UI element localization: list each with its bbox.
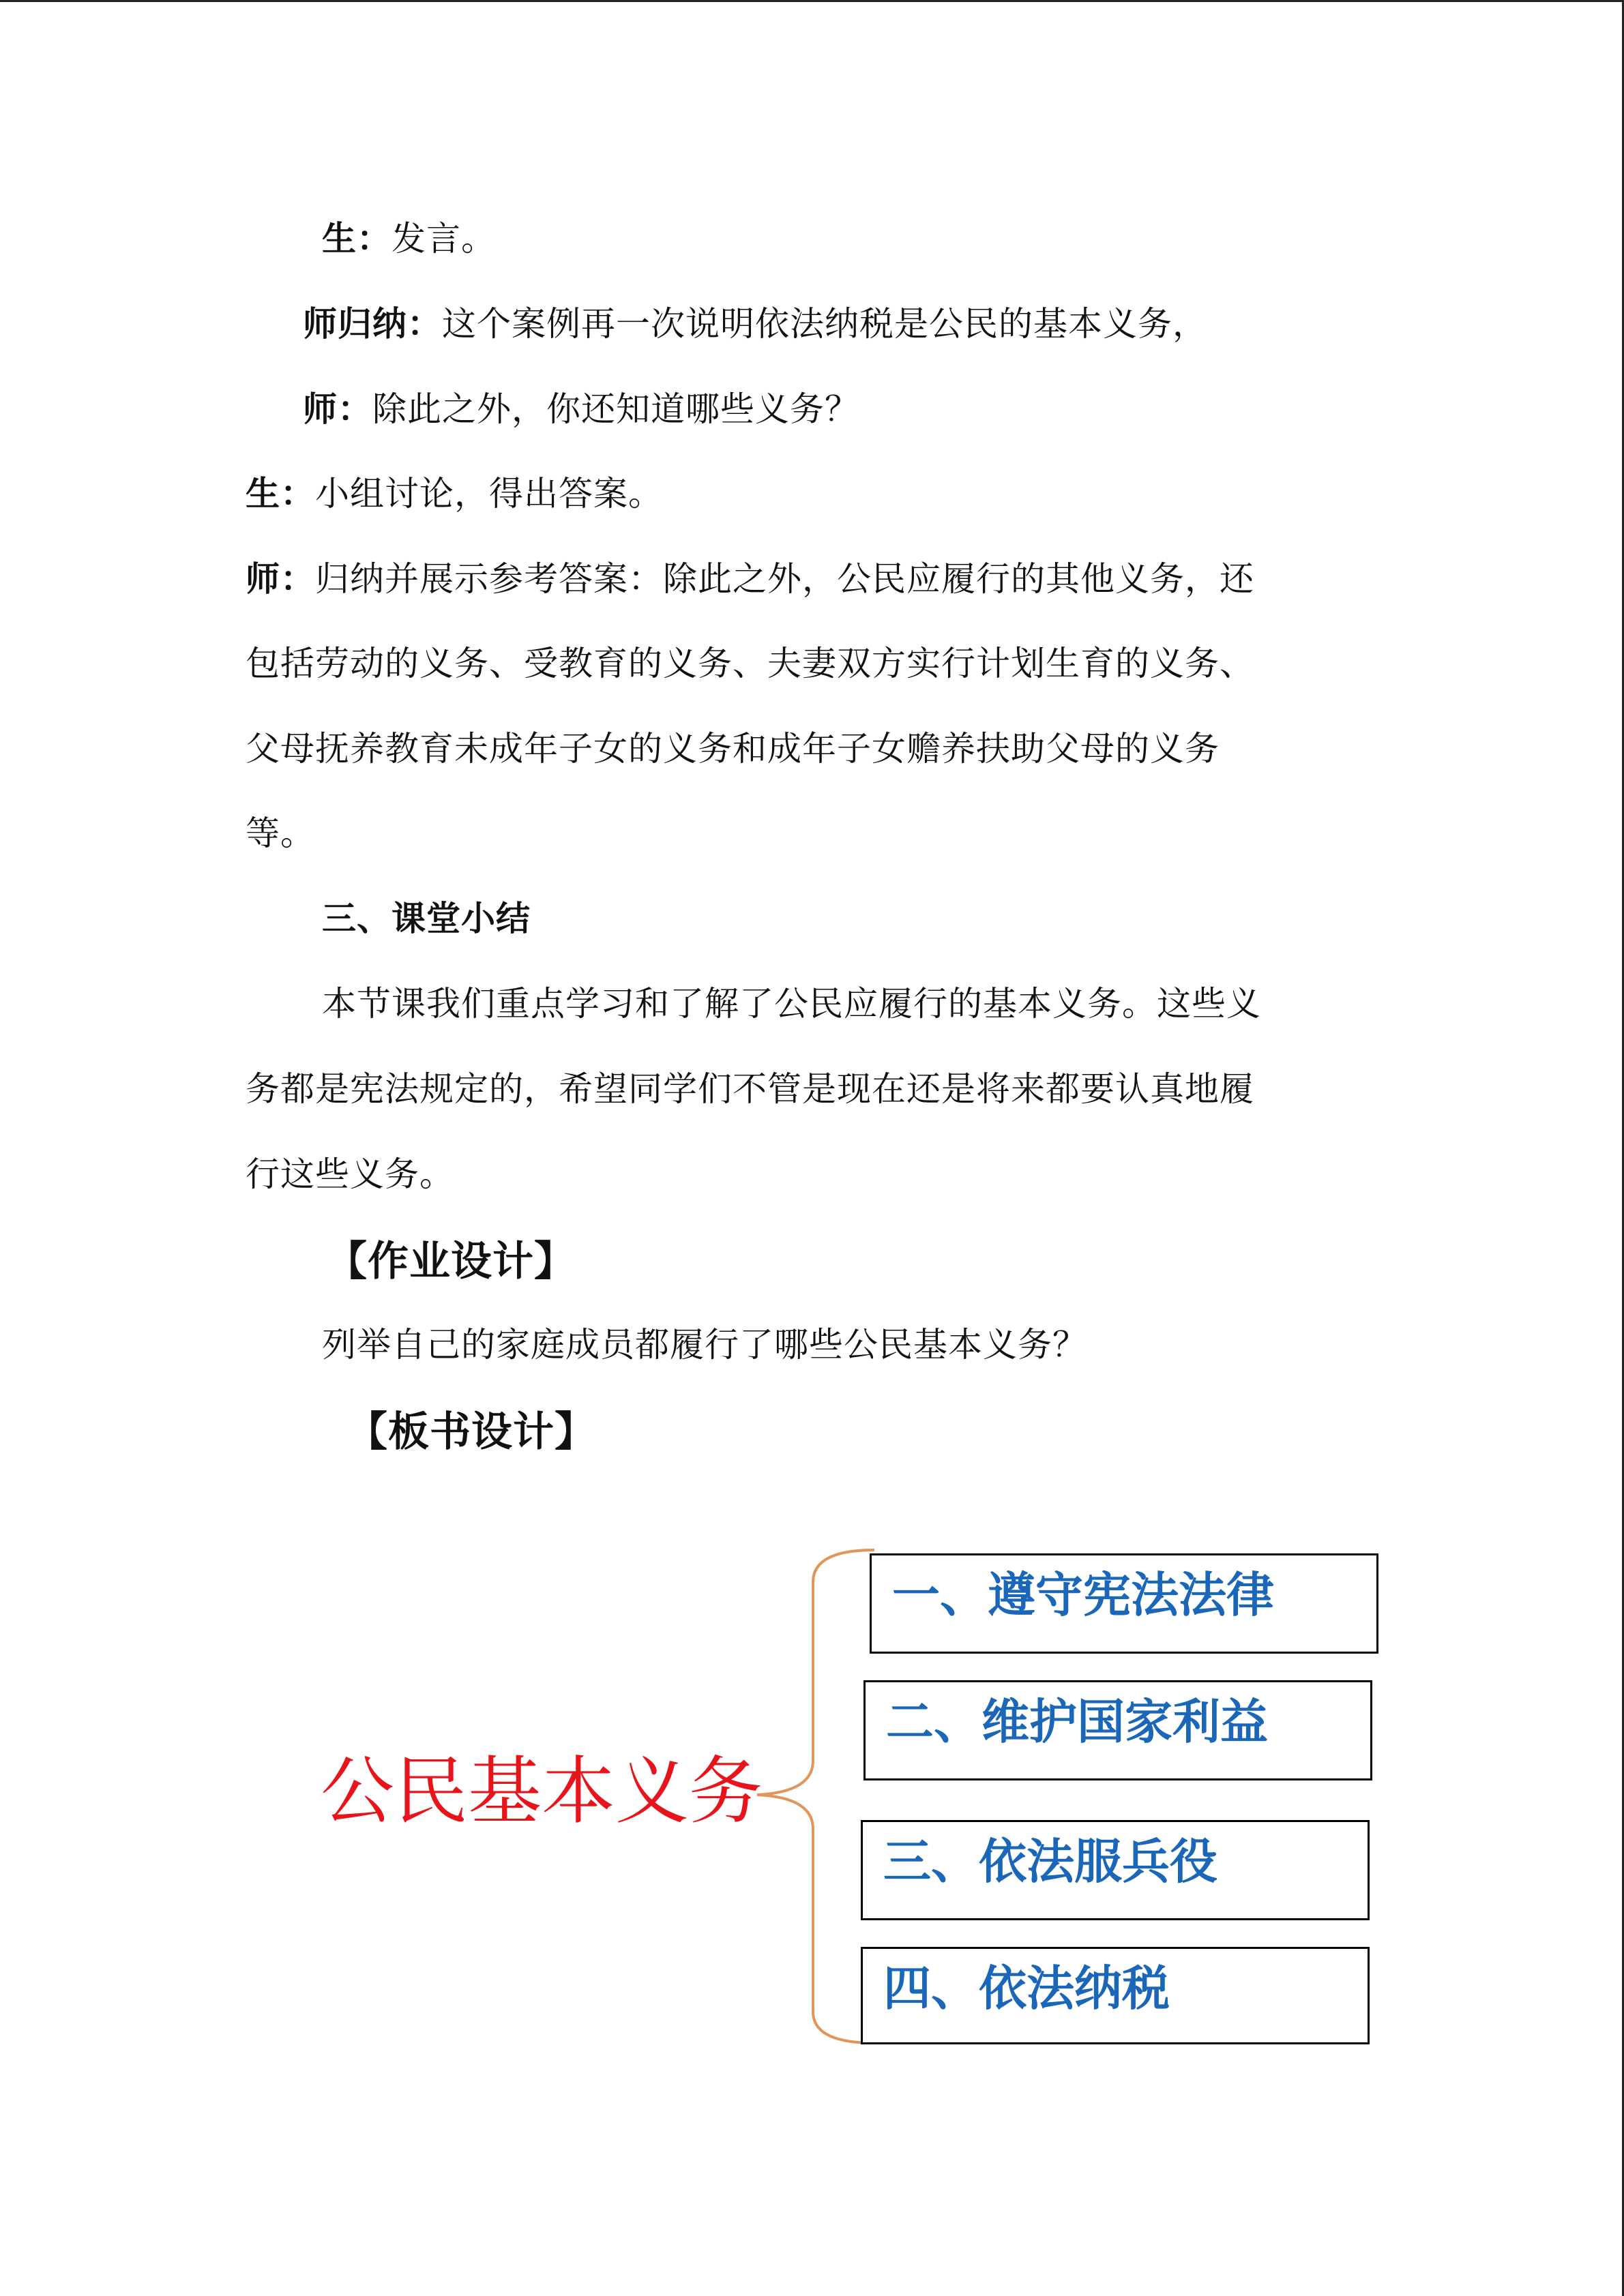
line-text: 包括劳动的义务、受教育的义务、夫妻双方实行计划生育的义务、	[246, 644, 1254, 683]
curly-brace	[757, 1550, 874, 2043]
speaker-label: 生：	[322, 219, 392, 258]
line-text: 父母抚养教育未成年子女的义务和成年子女赡养扶助父母的义务	[246, 729, 1220, 769]
duty-box-4	[861, 1947, 1370, 2044]
board-heading: 【板书设计】	[346, 1408, 596, 1456]
line-text: 这个案例再一次说明依法纳税是公民的基本义务，	[442, 304, 1207, 344]
line-text: 除此之外，你还知道哪些义务？	[372, 389, 859, 429]
speaker-label: 师：	[303, 389, 372, 429]
duty-box-3	[861, 1820, 1370, 1920]
line-text: 等。	[246, 814, 315, 853]
section-title: 三、课堂小结	[322, 899, 531, 938]
duty-box-2	[863, 1680, 1372, 1780]
speaker-label: 师归纳：	[303, 304, 442, 344]
speaker-label: 生：	[246, 474, 315, 513]
line-text: 务都是宪法规定的，希望同学们不管是现在还是将来都要认真地履	[246, 1069, 1254, 1109]
line-text: 本节课我们重点学习和了解了公民应履行的基本义务。这些义	[322, 984, 1261, 1024]
line-text: 小组讨论，得出答案。	[315, 474, 663, 513]
duty-label: 四、依法纳税	[883, 1960, 1170, 2016]
duty-box-1	[870, 1553, 1378, 1654]
duty-label: 三、依法服兵役	[883, 1833, 1217, 1890]
line-text: 行这些义务。	[246, 1154, 454, 1194]
speaker-label: 师：	[246, 559, 315, 599]
homework-heading: 【作业设计】	[326, 1238, 576, 1285]
duty-label: 一、遵守宪法法律	[892, 1566, 1274, 1623]
homework-text: 列举自己的家庭成员都履行了哪些公民基本义务？	[322, 1325, 1087, 1365]
line-text: 发言。	[392, 219, 496, 258]
duty-label: 二、维护国家利益	[886, 1693, 1268, 1750]
line-text: 归纳并展示参考答案：除此之外，公民应履行的其他义务，还	[315, 559, 1254, 599]
main-topic: 公民基本义务	[321, 1749, 763, 1834]
